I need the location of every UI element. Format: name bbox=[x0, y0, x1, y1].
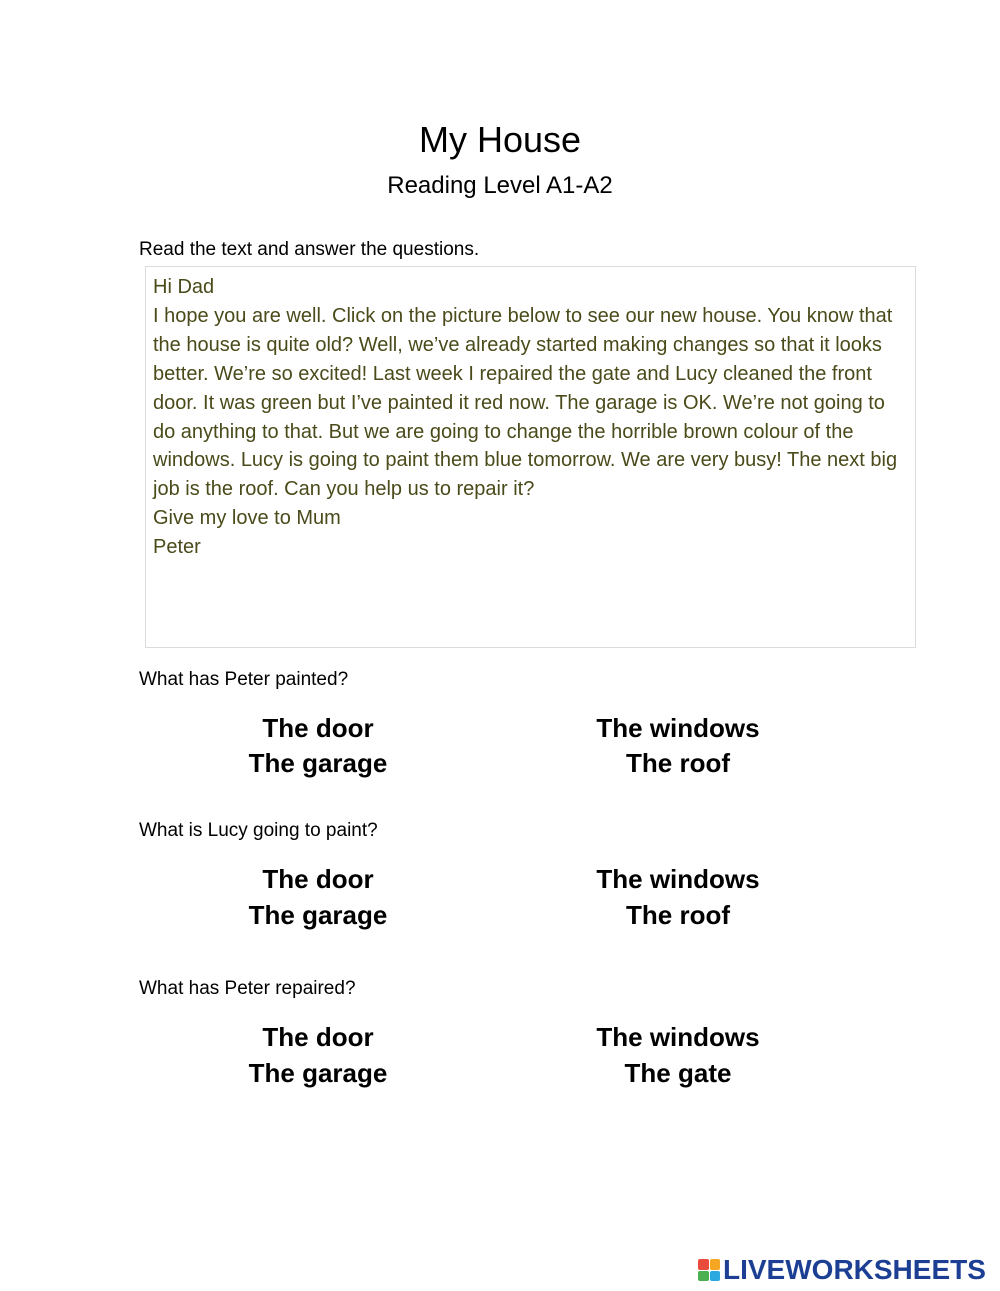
page-subtitle: Reading Level A1-A2 bbox=[387, 172, 613, 199]
liveworksheets-logo[interactable] bbox=[698, 1255, 986, 1285]
letter-closing: Give my love to Mum bbox=[153, 507, 341, 530]
letter-signature: Peter bbox=[153, 536, 201, 559]
page-title: My House bbox=[418, 119, 582, 160]
question-2-option-2[interactable]: The windows bbox=[596, 864, 760, 894]
question-1-option-3[interactable]: The garage bbox=[248, 748, 388, 778]
question-3-option-1[interactable]: The door bbox=[262, 1022, 374, 1052]
question-2-option-4[interactable]: The roof bbox=[626, 900, 730, 930]
question-1-option-1[interactable]: The door bbox=[262, 713, 374, 743]
question-3-option-2[interactable]: The windows bbox=[596, 1022, 760, 1052]
question-3-option-3[interactable]: The garage bbox=[248, 1058, 388, 1088]
logo-square-green bbox=[698, 1271, 709, 1282]
question-1-option-4[interactable]: The roof bbox=[626, 748, 730, 778]
question-3-option-4[interactable]: The gate bbox=[624, 1058, 732, 1088]
instruction-text: Read the text and answer the questions. bbox=[139, 239, 480, 260]
question-3-prompt: What has Peter repaired? bbox=[139, 978, 356, 999]
question-1-option-2[interactable]: The windows bbox=[596, 713, 760, 743]
question-1-prompt: What has Peter painted? bbox=[139, 669, 349, 690]
letter-body: I hope you are well. Click on the picture below to see our new house. You know that the house is quite old? Well, we’ve already started making changes so that it looks better. We’re so excited! Last week I repaired the gate and Lucy cleaned the front door. It was green but I’ve painted it red now. The garage is OK. We’re not going to do anything to that. But we are going to change the horrible brown colour of the windows. Lucy is going to paint them blue tomorrow. We are very busy! The next big job is the roof. Can you help us to repair it? bbox=[153, 304, 898, 501]
logo-square-blue bbox=[710, 1271, 721, 1282]
question-2-prompt: What is Lucy going to paint? bbox=[139, 820, 378, 841]
question-2-option-3[interactable]: The garage bbox=[248, 900, 388, 930]
letter-greeting: Hi Dad bbox=[153, 276, 215, 298]
letter-text-box bbox=[145, 266, 916, 648]
liveworksheets-logo-icon bbox=[698, 1259, 720, 1281]
question-2-option-1[interactable]: The door bbox=[262, 864, 374, 894]
logo-text: LIVEWORKSHEETS bbox=[723, 1254, 986, 1285]
logo-square-red bbox=[698, 1259, 709, 1270]
logo-square-orange bbox=[710, 1259, 721, 1270]
